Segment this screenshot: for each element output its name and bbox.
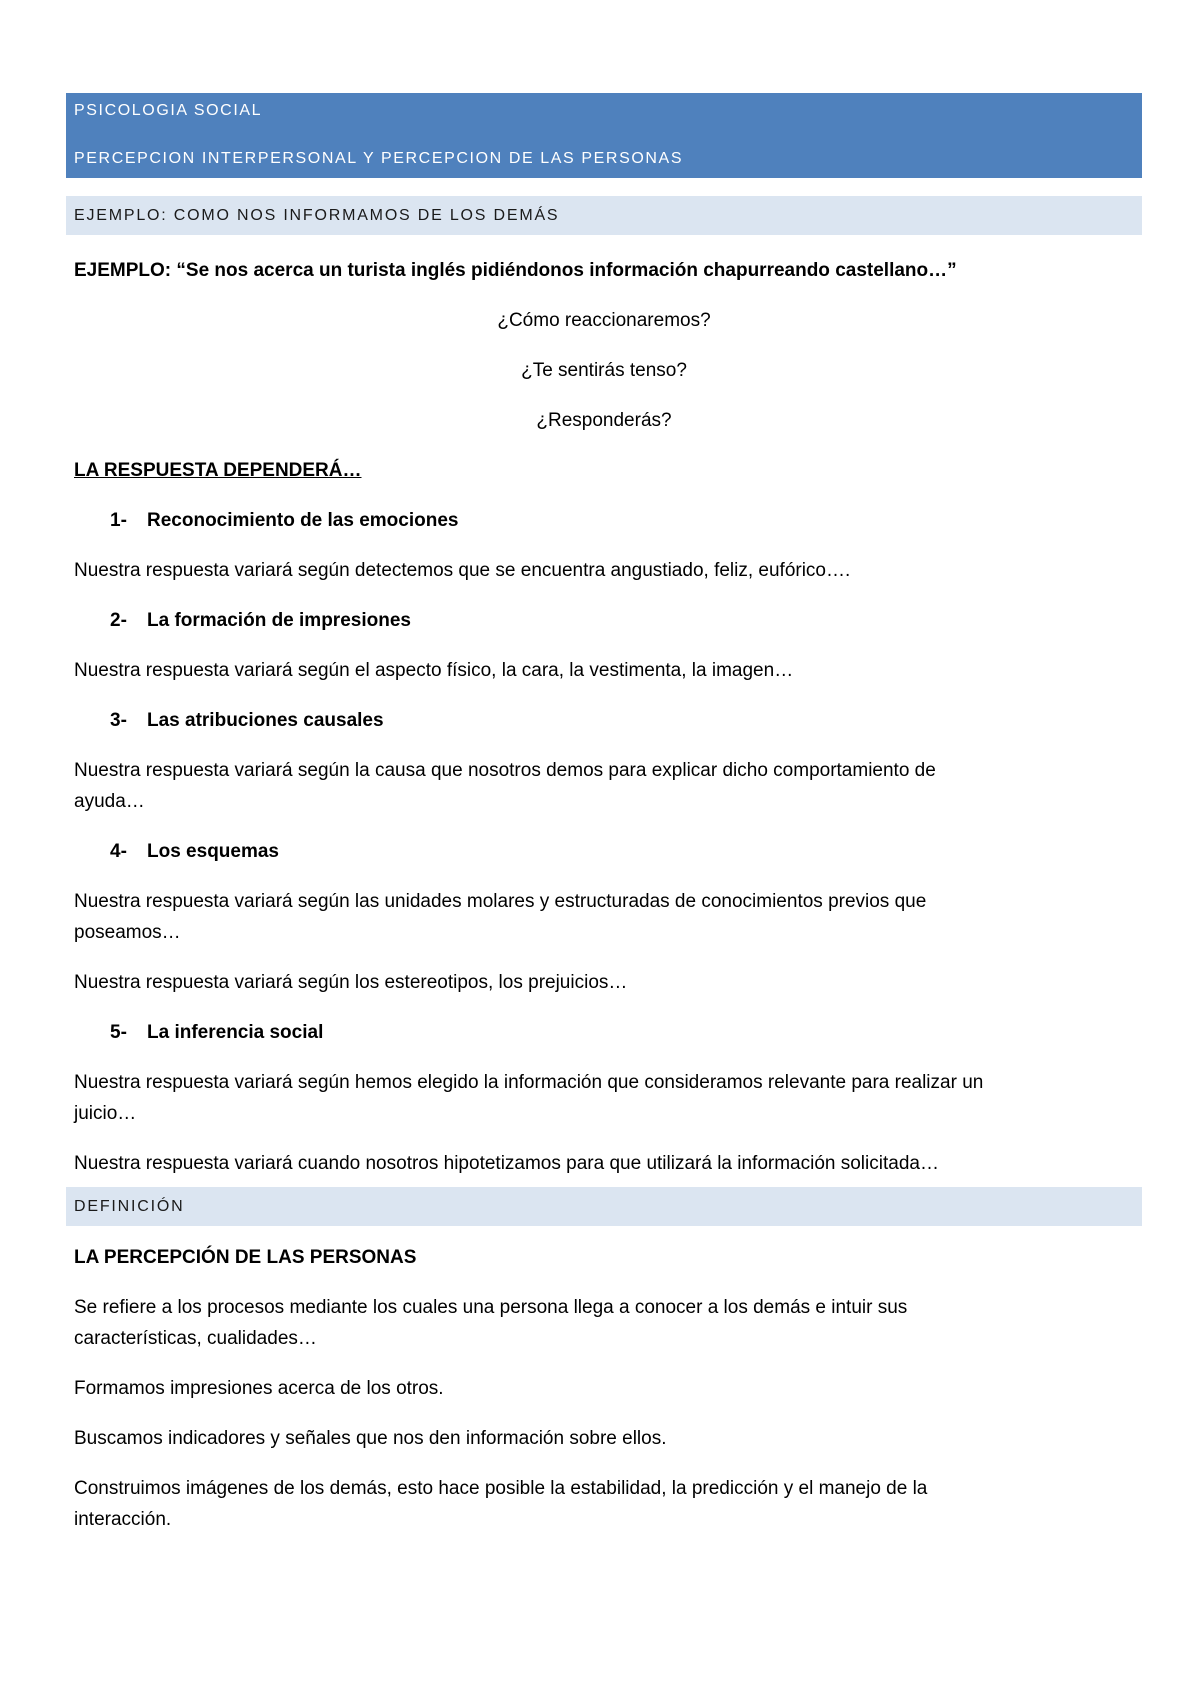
question-1: ¿Cómo reaccionaremos?	[497, 310, 711, 331]
paragraph: Nuestra respuesta variará cuando nosotros hipotetizamos para que utilizará la información solicitada…	[74, 1153, 939, 1174]
list-item	[66, 1017, 1142, 1048]
example-intro: EJEMPLO: “Se nos acerca un turista inglés pidiéndonos información chapurreando castellano…”	[74, 260, 957, 281]
paragraph-line: Construimos imágenes de los demás, esto hace posible la estabilidad, la predicción y el manejo de la	[74, 1478, 928, 1499]
paragraph-line: Nuestra respuesta variará según la causa que nosotros demos para explicar dicho comportamiento de	[74, 760, 936, 781]
paragraph: Formamos impresiones acerca de los otros.	[74, 1378, 444, 1399]
list-item	[66, 836, 1142, 867]
answer-heading: LA RESPUESTA DEPENDERÁ…	[74, 460, 362, 481]
paragraph-line: características, cualidades…	[74, 1328, 317, 1349]
paragraph: Nuestra respuesta variará según los estereotipos, los prejuicios…	[74, 972, 628, 993]
paragraph: Nuestra respuesta variará según detectemos que se encuentra angustiado, feliz, eufórico….	[74, 560, 851, 581]
question-3: ¿Responderás?	[536, 410, 672, 431]
document-subtitle: PERCEPCION INTERPERSONAL Y PERCEPCION DE LAS PERSONAS	[74, 150, 684, 167]
list-item-label: Reconocimiento de las emociones	[147, 510, 459, 531]
list-item-label: Los esquemas	[147, 841, 279, 862]
paragraph-line: juicio…	[74, 1103, 137, 1124]
list-item	[66, 605, 1142, 636]
section-heading-ejemplo: EJEMPLO: COMO NOS INFORMAMOS DE LOS DEMÁS	[66, 196, 1142, 235]
definition-subheading: LA PERCEPCIÓN DE LAS PERSONAS	[74, 1247, 417, 1268]
paragraph-line: Se refiere a los procesos mediante los cuales una persona llega a conocer a los demás e intuir sus	[74, 1297, 908, 1318]
paragraph-line: Nuestra respuesta variará según hemos elegido la información que consideramos relevante para realizar un	[74, 1072, 984, 1093]
question-2: ¿Te sentirás tenso?	[521, 360, 687, 381]
paragraph-line: poseamos…	[74, 922, 181, 943]
document-page	[66, 93, 1142, 1535]
paragraph-line: Nuestra respuesta variará según las unidades molares y estructuradas de conocimientos previos que	[74, 891, 927, 912]
paragraph: Nuestra respuesta variará según el aspecto físico, la cara, la vestimenta, la imagen…	[74, 660, 794, 681]
paragraph-line: ayuda…	[74, 791, 145, 812]
list-item-number: 5-	[110, 1022, 127, 1043]
section-heading-definicion: DEFINICIÓN	[66, 1187, 1142, 1226]
list-item	[66, 505, 1142, 536]
paragraph-line: interacción.	[74, 1509, 172, 1530]
list-item	[66, 705, 1142, 736]
list-item-number: 4-	[110, 841, 127, 862]
title-block	[66, 93, 1142, 178]
list-item-number: 1-	[110, 510, 127, 531]
list-item-number: 2-	[110, 610, 127, 631]
list-item-label: Las atribuciones causales	[147, 710, 384, 731]
list-item-label: La formación de impresiones	[147, 610, 411, 631]
list-item-number: 3-	[110, 710, 127, 731]
paragraph: Buscamos indicadores y señales que nos den información sobre ellos.	[74, 1428, 667, 1449]
document-title: PSICOLOGIA SOCIAL	[74, 102, 263, 119]
list-item-label: La inferencia social	[147, 1022, 324, 1043]
